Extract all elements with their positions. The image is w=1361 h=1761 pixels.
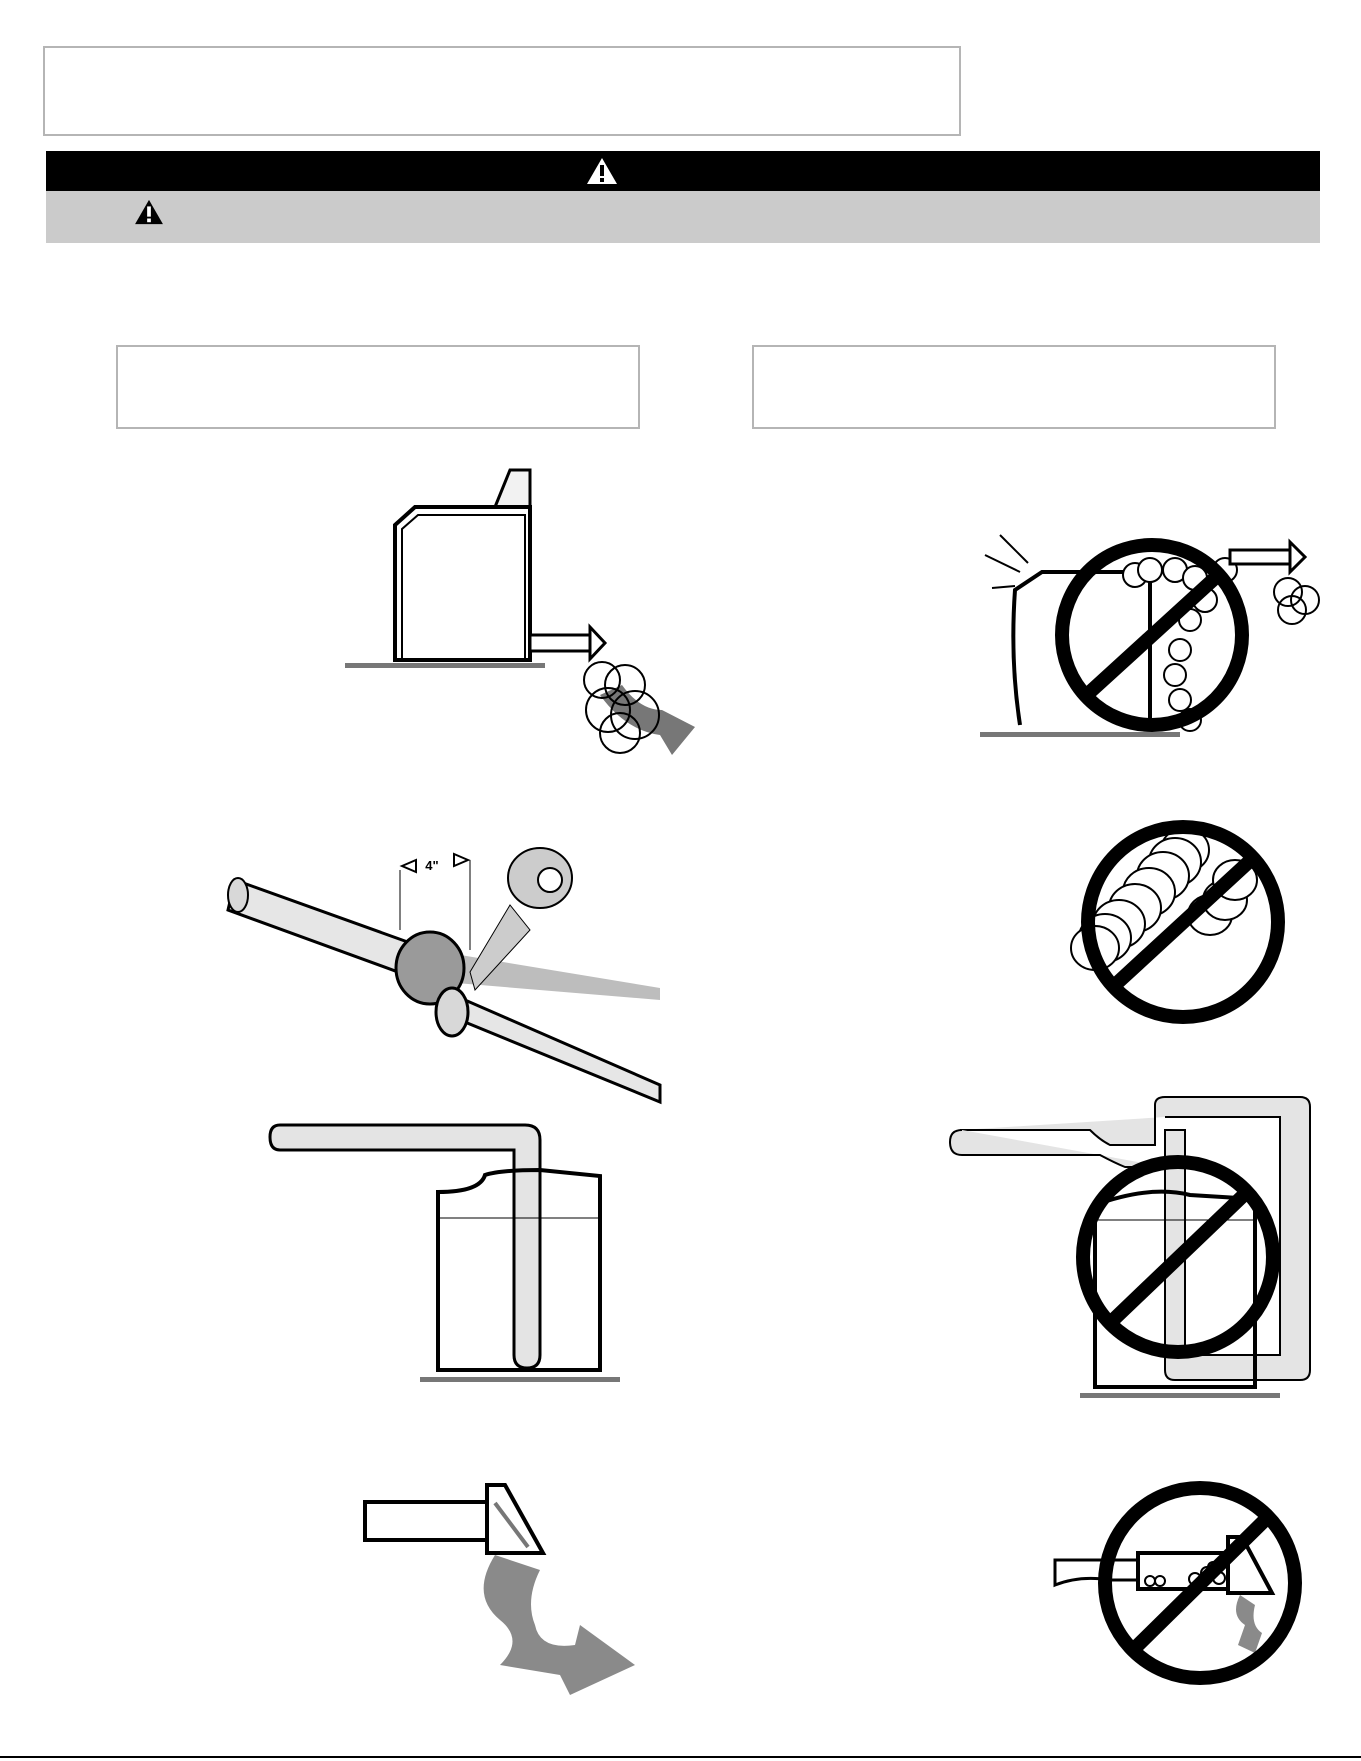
warning-triangle-small-icon <box>134 199 164 225</box>
exhaust-hood-clear-icon <box>360 1475 640 1715</box>
duct-looped-around-dryer-prohibited-icon <box>950 1095 1315 1400</box>
warning-triangle-icon <box>586 157 618 185</box>
right-column-heading-box <box>752 345 1276 429</box>
duct-over-washer-correct-icon <box>270 1120 630 1385</box>
bottom-rule <box>0 1756 1361 1758</box>
warning-subheader <box>46 191 1320 243</box>
duct-measurement-label: 4" <box>425 858 439 873</box>
warning-bar <box>46 151 1320 191</box>
dryer-flexible-duct-crushed-icon <box>980 530 1325 740</box>
title-box <box>43 46 961 136</box>
left-column-heading-box <box>116 345 640 429</box>
duct-joint-taped-icon <box>230 840 670 1075</box>
exhaust-hood-clogged-prohibited-icon <box>1050 1475 1310 1690</box>
coiled-flexible-duct-prohibited-icon <box>1075 820 1295 1030</box>
dryer-exhaust-correct-icon <box>340 465 700 780</box>
